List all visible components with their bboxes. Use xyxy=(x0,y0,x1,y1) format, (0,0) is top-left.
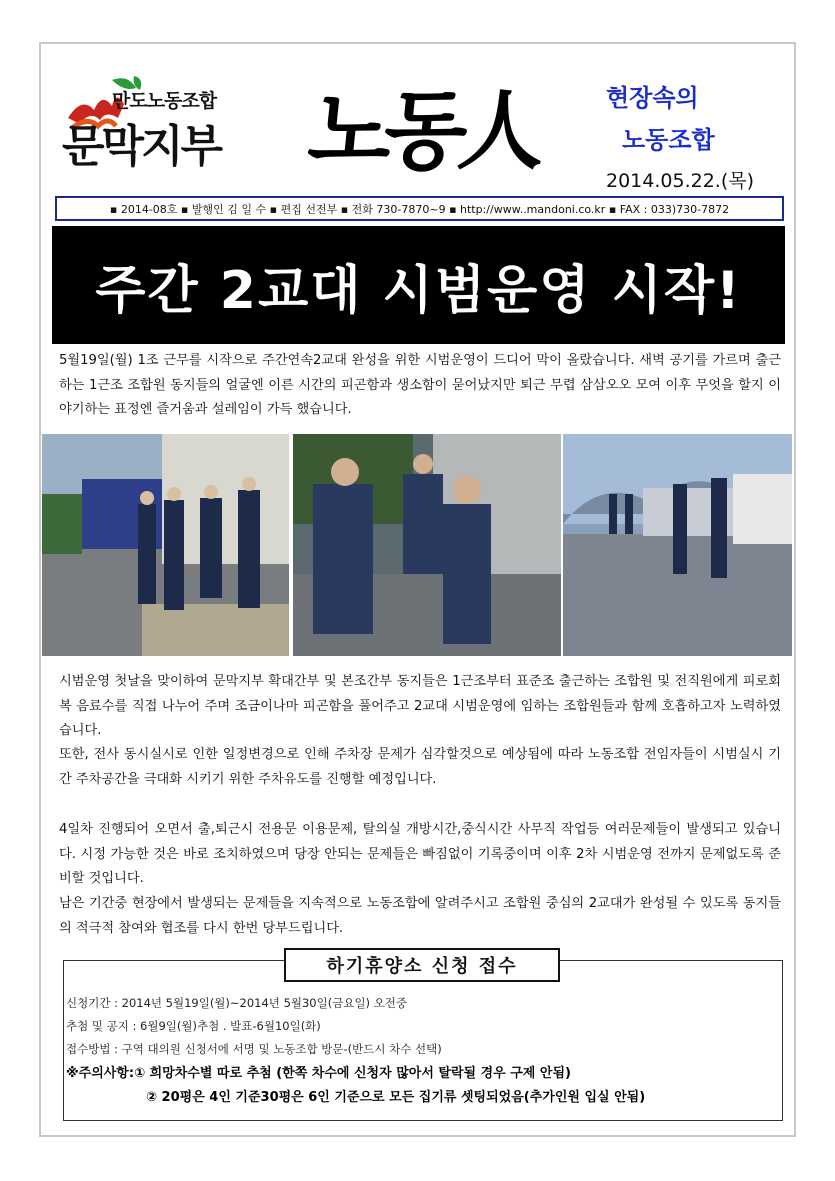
notice-caution-1 xyxy=(66,1062,571,1081)
logo-subtitle: 만도노동조합 xyxy=(112,90,217,112)
headline-text: 주간 2교대 시범운영 시작! xyxy=(95,260,742,321)
publication-info-text: ▪ 2014-08호 ▪ 발행인 김 일 수 ▪ 편집 선전부 ▪ 전화 730-7870~9 ▪ http://www..mandoni.co.kr ▪ FAX : 033)730-7872 xyxy=(109,202,730,216)
masthead-title: 노동人 xyxy=(303,81,543,182)
notice-title xyxy=(284,948,560,982)
notice-application-method: 접수방법 : 구역 대의원 신청서에 서명 및 노동조합 방문-(반드시 차수 선택) xyxy=(66,1042,442,1056)
closing-paragraph: 남은 기간중 현장에서 발생되는 문제들을 지속적으로 노동조합에 알려주시고 조합원 중심의 2교대가 완성될 수 있도록 동지들의 적극적 참여와 협조를 다시 한번 당부드립니다. xyxy=(59,896,781,936)
photo-commuters-bus xyxy=(42,434,289,656)
photo-parking-area xyxy=(563,434,792,656)
corner-slogan-line2: 노동조합 xyxy=(622,126,715,154)
intro-paragraph: 5월19일(월) 1조 근무를 시작으로 주간연속2교대 완성을 위한 시범운영이 드디어 막이 올랐습니다. 새벽 공기를 가르며 출근하는 1근조 조합원 동지들의 얼굴엔 이른 시간의 피곤함과 생소함이 묻어났지만 퇴근 무렵 삼삼오오 모여 이후 무엇을 할지 이야기하는 표정엔 즐거움과 설레임이 가득 했습니다. xyxy=(59,353,781,417)
event-paragraph: 시범운영 첫날을 맞이하여 문막지부 확대간부 및 본조간부 동지들은 1근조부터 표준조 출근하는 조합원 및 전직원에게 피로회복 음료수를 직접 나누어 주며 조금이나마 피곤함을 풀어주고 2교대 시범운영에 임하는 조합원들과 함께 호흡하고자 노력하였습니다. xyxy=(59,674,781,738)
caution-text-2: 20평은 4인 기준30평은 6인 기준으로 모든 집기류 셋팅되었음(추가인원 입실 안됨) xyxy=(157,1090,646,1105)
notice-title-text: 하기휴양소 신청 접수 xyxy=(326,956,518,977)
notice-caution-2 xyxy=(146,1086,645,1105)
issues-paragraph: 4일차 진행되어 오면서 출,퇴근시 전용문 이용문제, 탈의실 개방시간,중식시간 사무직 작업등 여러문제들이 발생되고 있습니다. 시정 가능한 것은 바로 조치하였으며 당장 안되는 문제들은 빠짐없이 기록중이며 이후 2차 시범운영 전까지 문제없도록 준비할 것입니다. xyxy=(59,822,781,886)
corner-slogan-line1: 현장속의 xyxy=(606,84,699,112)
caution-number-1: ① xyxy=(134,1066,146,1081)
caution-number-2: ② xyxy=(146,1090,158,1105)
notice-application-period: 신청기간 : 2014년 5월19일(월)~2014년 5월30일(금요일) 오전중 xyxy=(66,996,408,1010)
publication-info-bar xyxy=(55,196,784,221)
caution-text-1: 희망차수별 따로 추첨 (한쪽 차수에 신청자 많아서 탈락될 경우 구제 안됨) xyxy=(145,1066,571,1081)
notice-draw-announce: 추첨 및 공지 : 6월9일(월)추첨 . 발표-6월10일(화) xyxy=(66,1019,321,1033)
photo-strip xyxy=(42,434,792,656)
parking-paragraph: 또한, 전사 동시실시로 인한 일정변경으로 인해 주차장 문제가 심각할것으로 예상됨에 따라 노동조합 전임자들이 시범실시 기간 주차공간을 극대화 시키기 위한 주차유도를 진행할 예정입니다. xyxy=(59,747,781,787)
caution-label: ※주의사항: xyxy=(66,1066,135,1081)
issue-date: 2014.05.22.(목) xyxy=(606,170,755,192)
headline-banner xyxy=(52,226,785,344)
logo-title: 문막지부 xyxy=(62,121,221,172)
photo-drink-handout xyxy=(293,434,561,656)
